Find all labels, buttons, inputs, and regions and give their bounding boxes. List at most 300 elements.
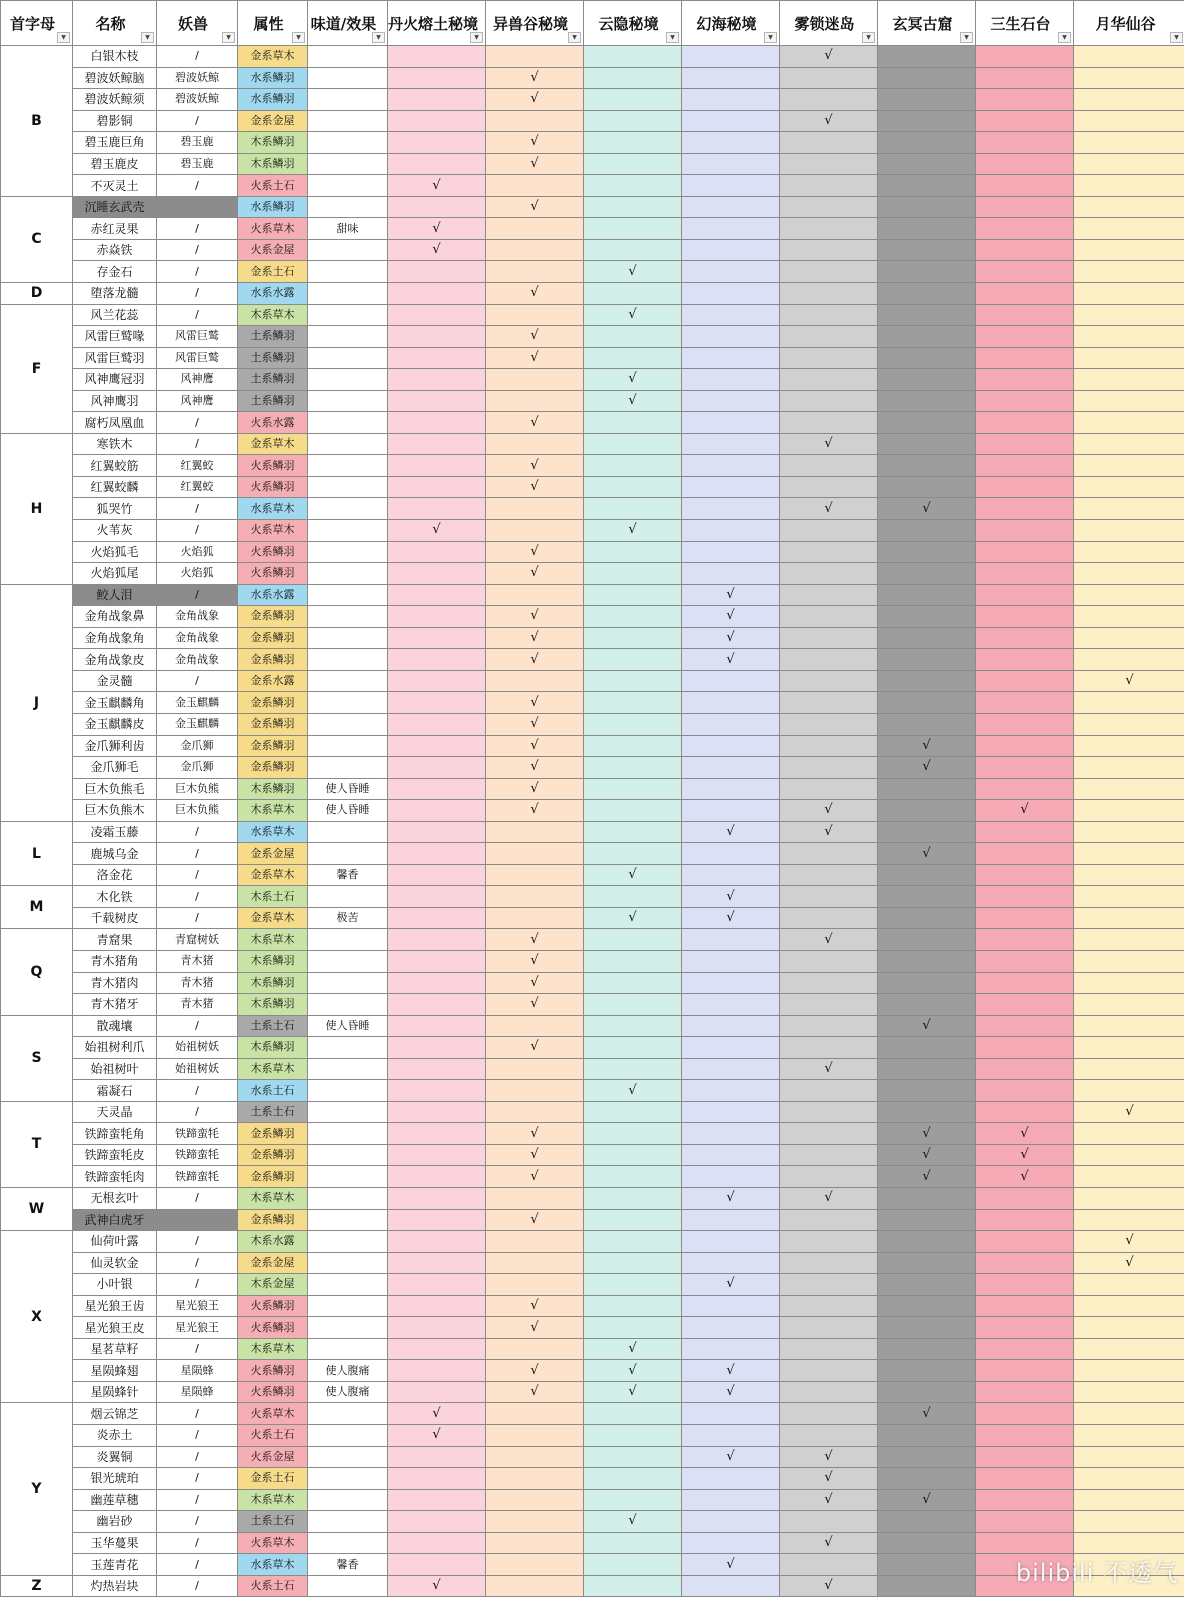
table-row bbox=[1, 994, 1184, 1016]
attribute-cell: 木系鳞羽 bbox=[238, 972, 308, 994]
location-cell bbox=[584, 132, 682, 154]
check-mark: √ bbox=[1125, 1104, 1133, 1119]
location-cell bbox=[584, 1468, 682, 1490]
check-mark: √ bbox=[530, 975, 538, 990]
location-cell bbox=[780, 886, 878, 908]
location-cell bbox=[1074, 950, 1184, 972]
column-header-label: 名称 bbox=[95, 13, 133, 34]
location-cell bbox=[976, 347, 1074, 369]
material-name: 青木猪角 bbox=[73, 950, 157, 972]
check-mark: √ bbox=[628, 1363, 636, 1378]
filter-dropdown-icon[interactable]: ▼ bbox=[470, 32, 483, 43]
beast-name: / bbox=[157, 1187, 238, 1209]
attribute-cell: 木系草木 bbox=[238, 1489, 308, 1511]
beast-name: / bbox=[157, 821, 238, 843]
location-cell bbox=[486, 1381, 584, 1403]
material-name: 金角战象角 bbox=[73, 627, 157, 649]
group-letter: Q bbox=[1, 929, 73, 1015]
material-name: 星光狼王齿 bbox=[73, 1295, 157, 1317]
location-cell bbox=[976, 864, 1074, 886]
material-name: 千载树皮 bbox=[73, 907, 157, 929]
table-row bbox=[1, 1274, 1184, 1296]
location-cell bbox=[584, 950, 682, 972]
location-cell bbox=[388, 670, 486, 692]
material-name: 幽莲草穗 bbox=[73, 1489, 157, 1511]
effect-cell bbox=[308, 498, 388, 520]
beast-name: / bbox=[157, 433, 238, 455]
location-cell bbox=[878, 757, 976, 779]
table-row bbox=[1, 390, 1184, 412]
location-cell bbox=[976, 283, 1074, 305]
location-cell bbox=[878, 369, 976, 391]
location-cell bbox=[388, 864, 486, 886]
attribute-cell: 火系鳞羽 bbox=[238, 476, 308, 498]
beast-name: / bbox=[157, 1403, 238, 1425]
column-header-label: 雾锁迷岛 bbox=[794, 13, 862, 34]
location-cell bbox=[388, 563, 486, 585]
location-cell bbox=[976, 843, 1074, 865]
material-name: 星陨蜂针 bbox=[73, 1381, 157, 1403]
location-cell bbox=[682, 778, 780, 800]
location-cell bbox=[976, 1101, 1074, 1123]
material-name: 红翼蛟麟 bbox=[73, 476, 157, 498]
table-row bbox=[1, 670, 1184, 692]
location-cell bbox=[584, 994, 682, 1016]
check-mark: √ bbox=[530, 932, 538, 947]
location-cell bbox=[486, 1425, 584, 1447]
location-cell bbox=[584, 347, 682, 369]
location-cell bbox=[682, 541, 780, 563]
location-cell bbox=[878, 1532, 976, 1554]
material-name: 幽岩砂 bbox=[73, 1511, 157, 1533]
effect-cell: 馨香 bbox=[308, 864, 388, 886]
location-cell bbox=[388, 1231, 486, 1253]
location-cell bbox=[780, 89, 878, 111]
attribute-cell: 木系水露 bbox=[238, 1231, 308, 1253]
location-cell bbox=[1074, 1511, 1184, 1533]
filter-dropdown-icon[interactable]: ▼ bbox=[862, 32, 875, 43]
attribute-cell: 金系土石 bbox=[238, 1468, 308, 1490]
column-header-label: 玄冥古窟 bbox=[892, 13, 960, 34]
check-mark: √ bbox=[922, 1147, 930, 1162]
location-cell bbox=[584, 390, 682, 412]
beast-name: 风雷巨鹫 bbox=[157, 347, 238, 369]
location-cell bbox=[682, 433, 780, 455]
table-row bbox=[1, 520, 1184, 542]
location-cell bbox=[682, 1317, 780, 1339]
location-cell bbox=[780, 1446, 878, 1468]
attribute-cell: 金系草木 bbox=[238, 46, 308, 68]
location-cell bbox=[1074, 735, 1184, 757]
location-cell bbox=[584, 304, 682, 326]
location-cell bbox=[682, 950, 780, 972]
attribute-cell: 金系草木 bbox=[238, 864, 308, 886]
filter-dropdown-icon[interactable]: ▼ bbox=[666, 32, 679, 43]
location-cell bbox=[388, 1144, 486, 1166]
location-cell bbox=[976, 994, 1074, 1016]
location-cell bbox=[780, 1037, 878, 1059]
location-cell bbox=[584, 1274, 682, 1296]
attribute-cell: 金系土石 bbox=[238, 261, 308, 283]
location-cell bbox=[584, 670, 682, 692]
beast-name: 风神鹰 bbox=[157, 369, 238, 391]
location-cell bbox=[682, 606, 780, 628]
beast-name: 金角战象 bbox=[157, 627, 238, 649]
location-cell bbox=[878, 821, 976, 843]
location-cell bbox=[486, 1080, 584, 1102]
location-cell bbox=[486, 950, 584, 972]
location-cell bbox=[584, 261, 682, 283]
location-cell bbox=[780, 1403, 878, 1425]
attribute-cell: 木系草木 bbox=[238, 929, 308, 951]
location-cell bbox=[584, 907, 682, 929]
location-cell bbox=[388, 907, 486, 929]
location-cell bbox=[682, 1511, 780, 1533]
beast-name: / bbox=[157, 1511, 238, 1533]
check-mark: √ bbox=[530, 544, 538, 559]
table-row bbox=[1, 132, 1184, 154]
check-mark: √ bbox=[530, 1039, 538, 1054]
location-cell bbox=[780, 1058, 878, 1080]
location-cell bbox=[780, 304, 878, 326]
table-row bbox=[1, 261, 1184, 283]
material-name: 玉莲青花 bbox=[73, 1554, 157, 1576]
effect-cell bbox=[308, 950, 388, 972]
column-header bbox=[388, 1, 486, 46]
table-row bbox=[1, 412, 1184, 434]
location-cell bbox=[388, 261, 486, 283]
location-cell bbox=[486, 627, 584, 649]
location-cell bbox=[486, 800, 584, 822]
beast-name: 巨木负熊 bbox=[157, 778, 238, 800]
attribute-cell: 金系鳞羽 bbox=[238, 1166, 308, 1188]
table-row bbox=[1, 347, 1184, 369]
location-cell bbox=[388, 1554, 486, 1576]
check-mark: √ bbox=[726, 608, 734, 623]
check-mark: √ bbox=[922, 738, 930, 753]
location-cell bbox=[388, 1403, 486, 1425]
location-cell bbox=[682, 1468, 780, 1490]
beast-name: 红翼蛟 bbox=[157, 476, 238, 498]
check-mark: √ bbox=[530, 695, 538, 710]
location-cell bbox=[780, 1554, 878, 1576]
beast-name: / bbox=[157, 283, 238, 305]
location-cell bbox=[486, 132, 584, 154]
location-cell bbox=[878, 541, 976, 563]
group-letter: L bbox=[1, 821, 73, 886]
location-cell bbox=[976, 369, 1074, 391]
attribute-cell: 水系鳞羽 bbox=[238, 89, 308, 111]
location-cell bbox=[976, 455, 1074, 477]
location-cell bbox=[486, 713, 584, 735]
filter-dropdown-icon[interactable]: ▼ bbox=[568, 32, 581, 43]
material-name: 狐哭竹 bbox=[73, 498, 157, 520]
table-row bbox=[1, 1468, 1184, 1490]
location-cell bbox=[584, 520, 682, 542]
location-cell bbox=[878, 1231, 976, 1253]
location-cell bbox=[486, 1295, 584, 1317]
location-cell bbox=[584, 46, 682, 68]
group-letter: Y bbox=[1, 1403, 73, 1575]
location-cell bbox=[976, 1446, 1074, 1468]
location-cell bbox=[584, 1015, 682, 1037]
filter-dropdown-icon[interactable]: ▼ bbox=[372, 32, 385, 43]
table-row bbox=[1, 1360, 1184, 1382]
beast-name: 青窟树妖 bbox=[157, 929, 238, 951]
effect-cell bbox=[308, 929, 388, 951]
location-cell bbox=[486, 1166, 584, 1188]
beast-name: / bbox=[157, 498, 238, 520]
check-mark: √ bbox=[824, 1578, 832, 1593]
location-cell bbox=[976, 1015, 1074, 1037]
filter-dropdown-icon[interactable]: ▼ bbox=[764, 32, 777, 43]
check-mark: √ bbox=[922, 846, 930, 861]
beast-name: 金角战象 bbox=[157, 606, 238, 628]
location-cell bbox=[1074, 1209, 1184, 1231]
location-cell bbox=[976, 1381, 1074, 1403]
effect-cell bbox=[308, 627, 388, 649]
location-cell bbox=[486, 1209, 584, 1231]
location-cell bbox=[1074, 1187, 1184, 1209]
effect-cell bbox=[308, 110, 388, 132]
table-row bbox=[1, 1144, 1184, 1166]
material-name: 金灵髓 bbox=[73, 670, 157, 692]
header-row bbox=[1, 1, 1184, 46]
table-row bbox=[1, 929, 1184, 951]
location-cell bbox=[486, 843, 584, 865]
check-mark: √ bbox=[530, 1384, 538, 1399]
check-mark: √ bbox=[726, 587, 734, 602]
location-cell bbox=[486, 110, 584, 132]
location-cell bbox=[878, 1123, 976, 1145]
table-row bbox=[1, 1058, 1184, 1080]
location-cell bbox=[584, 821, 682, 843]
table-row bbox=[1, 972, 1184, 994]
location-cell bbox=[682, 132, 780, 154]
location-cell bbox=[780, 972, 878, 994]
effect-cell bbox=[308, 584, 388, 606]
location-cell bbox=[780, 498, 878, 520]
location-cell bbox=[486, 1015, 584, 1037]
location-cell bbox=[780, 994, 878, 1016]
location-cell bbox=[878, 110, 976, 132]
attribute-cell: 金系鳞羽 bbox=[238, 1144, 308, 1166]
beast-name: 碧波妖鲸 bbox=[157, 67, 238, 89]
table-row bbox=[1, 1187, 1184, 1209]
table-row bbox=[1, 1209, 1184, 1231]
location-cell bbox=[584, 326, 682, 348]
location-cell bbox=[878, 1101, 976, 1123]
check-mark: √ bbox=[530, 479, 538, 494]
table-row bbox=[1, 239, 1184, 261]
location-cell bbox=[976, 1403, 1074, 1425]
location-cell bbox=[388, 196, 486, 218]
filter-dropdown-icon[interactable]: ▼ bbox=[1058, 32, 1071, 43]
location-cell bbox=[584, 1058, 682, 1080]
table-row bbox=[1, 218, 1184, 240]
attribute-cell: 木系土石 bbox=[238, 886, 308, 908]
location-cell bbox=[388, 994, 486, 1016]
location-cell bbox=[976, 606, 1074, 628]
beast-name: 青木猪 bbox=[157, 972, 238, 994]
table-row bbox=[1, 1166, 1184, 1188]
location-cell bbox=[976, 1338, 1074, 1360]
attribute-cell: 木系草木 bbox=[238, 1187, 308, 1209]
table-row bbox=[1, 1446, 1184, 1468]
effect-cell bbox=[308, 649, 388, 671]
table-row bbox=[1, 843, 1184, 865]
filter-dropdown-icon[interactable]: ▼ bbox=[57, 32, 70, 43]
location-cell bbox=[780, 218, 878, 240]
effect-cell bbox=[308, 843, 388, 865]
location-cell bbox=[1074, 455, 1184, 477]
attribute-cell: 土系土石 bbox=[238, 1511, 308, 1533]
location-cell bbox=[486, 735, 584, 757]
location-cell bbox=[682, 692, 780, 714]
beast-name: 青木猪 bbox=[157, 950, 238, 972]
location-cell bbox=[1074, 239, 1184, 261]
location-cell bbox=[682, 843, 780, 865]
check-mark: √ bbox=[922, 1406, 930, 1421]
location-cell bbox=[584, 1295, 682, 1317]
location-cell bbox=[682, 261, 780, 283]
attribute-cell: 木系鳞羽 bbox=[238, 153, 308, 175]
material-name: 存金石 bbox=[73, 261, 157, 283]
beast-name: 火焰狐 bbox=[157, 563, 238, 585]
check-mark: √ bbox=[530, 91, 538, 106]
check-mark: √ bbox=[922, 1492, 930, 1507]
attribute-cell: 土系鳞羽 bbox=[238, 369, 308, 391]
location-cell bbox=[976, 476, 1074, 498]
material-name: 炎赤土 bbox=[73, 1425, 157, 1447]
filter-dropdown-icon[interactable]: ▼ bbox=[141, 32, 154, 43]
location-cell bbox=[878, 433, 976, 455]
attribute-cell: 水系鳞羽 bbox=[238, 196, 308, 218]
check-mark: √ bbox=[824, 113, 832, 128]
location-cell bbox=[388, 476, 486, 498]
material-name: 碧影铜 bbox=[73, 110, 157, 132]
location-cell bbox=[780, 1295, 878, 1317]
location-cell bbox=[584, 1446, 682, 1468]
location-cell bbox=[1074, 994, 1184, 1016]
beast-name: 金爪狮 bbox=[157, 757, 238, 779]
filter-dropdown-icon[interactable]: ▼ bbox=[960, 32, 973, 43]
beast-name: / bbox=[157, 110, 238, 132]
effect-cell bbox=[308, 67, 388, 89]
location-cell bbox=[388, 412, 486, 434]
location-cell bbox=[584, 1317, 682, 1339]
location-cell bbox=[780, 1252, 878, 1274]
effect-cell: 甜味 bbox=[308, 218, 388, 240]
beast-name: / bbox=[157, 520, 238, 542]
location-cell bbox=[878, 563, 976, 585]
filter-dropdown-icon[interactable]: ▼ bbox=[1170, 32, 1183, 43]
location-cell bbox=[780, 843, 878, 865]
location-cell bbox=[780, 1575, 878, 1597]
attribute-cell: 金系金屋 bbox=[238, 843, 308, 865]
check-mark: √ bbox=[530, 781, 538, 796]
table-row bbox=[1, 563, 1184, 585]
location-cell bbox=[388, 886, 486, 908]
column-header bbox=[584, 1, 682, 46]
location-cell bbox=[584, 1360, 682, 1382]
location-cell bbox=[682, 46, 780, 68]
attribute-cell: 火系土石 bbox=[238, 1575, 308, 1597]
beast-name: / bbox=[157, 239, 238, 261]
effect-cell bbox=[308, 713, 388, 735]
location-cell bbox=[584, 153, 682, 175]
column-header bbox=[780, 1, 878, 46]
filter-dropdown-icon[interactable]: ▼ bbox=[222, 32, 235, 43]
attribute-cell: 火系鳞羽 bbox=[238, 1381, 308, 1403]
attribute-cell: 金系鳞羽 bbox=[238, 713, 308, 735]
check-mark: √ bbox=[922, 1018, 930, 1033]
table-row bbox=[1, 886, 1184, 908]
filter-dropdown-icon[interactable]: ▼ bbox=[292, 32, 305, 43]
location-cell bbox=[878, 692, 976, 714]
effect-cell bbox=[308, 326, 388, 348]
table-row bbox=[1, 757, 1184, 779]
location-cell bbox=[584, 1554, 682, 1576]
effect-cell bbox=[308, 520, 388, 542]
location-cell bbox=[1074, 929, 1184, 951]
effect-cell bbox=[308, 1468, 388, 1490]
group-letter: C bbox=[1, 196, 73, 282]
location-cell bbox=[976, 89, 1074, 111]
material-name: 鹿城乌金 bbox=[73, 843, 157, 865]
check-mark: √ bbox=[628, 1513, 636, 1528]
location-cell bbox=[976, 1231, 1074, 1253]
location-cell bbox=[486, 670, 584, 692]
location-cell bbox=[878, 1489, 976, 1511]
table-row bbox=[1, 735, 1184, 757]
location-cell bbox=[1074, 218, 1184, 240]
location-cell bbox=[780, 239, 878, 261]
table-row bbox=[1, 1037, 1184, 1059]
attribute-cell: 金系草木 bbox=[238, 907, 308, 929]
location-cell bbox=[388, 778, 486, 800]
effect-cell bbox=[308, 1446, 388, 1468]
location-cell bbox=[388, 455, 486, 477]
location-cell bbox=[878, 175, 976, 197]
table-row bbox=[1, 1489, 1184, 1511]
location-cell bbox=[1074, 196, 1184, 218]
location-cell bbox=[780, 541, 878, 563]
beast-name: / bbox=[157, 864, 238, 886]
location-cell bbox=[976, 412, 1074, 434]
location-cell bbox=[486, 1360, 584, 1382]
location-cell bbox=[486, 347, 584, 369]
check-mark: √ bbox=[530, 630, 538, 645]
location-cell bbox=[584, 972, 682, 994]
location-cell bbox=[878, 1554, 976, 1576]
beast-name: 金爪狮 bbox=[157, 735, 238, 757]
location-cell bbox=[1074, 132, 1184, 154]
beast-name: 巨木负熊 bbox=[157, 800, 238, 822]
beast-name: / bbox=[157, 1101, 238, 1123]
location-cell bbox=[878, 950, 976, 972]
watermark: bilibili 不透气 bbox=[1016, 1553, 1178, 1588]
table-row bbox=[1, 821, 1184, 843]
location-cell bbox=[486, 864, 584, 886]
attribute-cell: 木系鳞羽 bbox=[238, 778, 308, 800]
check-mark: √ bbox=[628, 867, 636, 882]
table-row bbox=[1, 369, 1184, 391]
table-row bbox=[1, 89, 1184, 111]
beast-name: 星陨蜂 bbox=[157, 1381, 238, 1403]
check-mark: √ bbox=[1020, 1126, 1028, 1141]
check-mark: √ bbox=[726, 1276, 734, 1291]
